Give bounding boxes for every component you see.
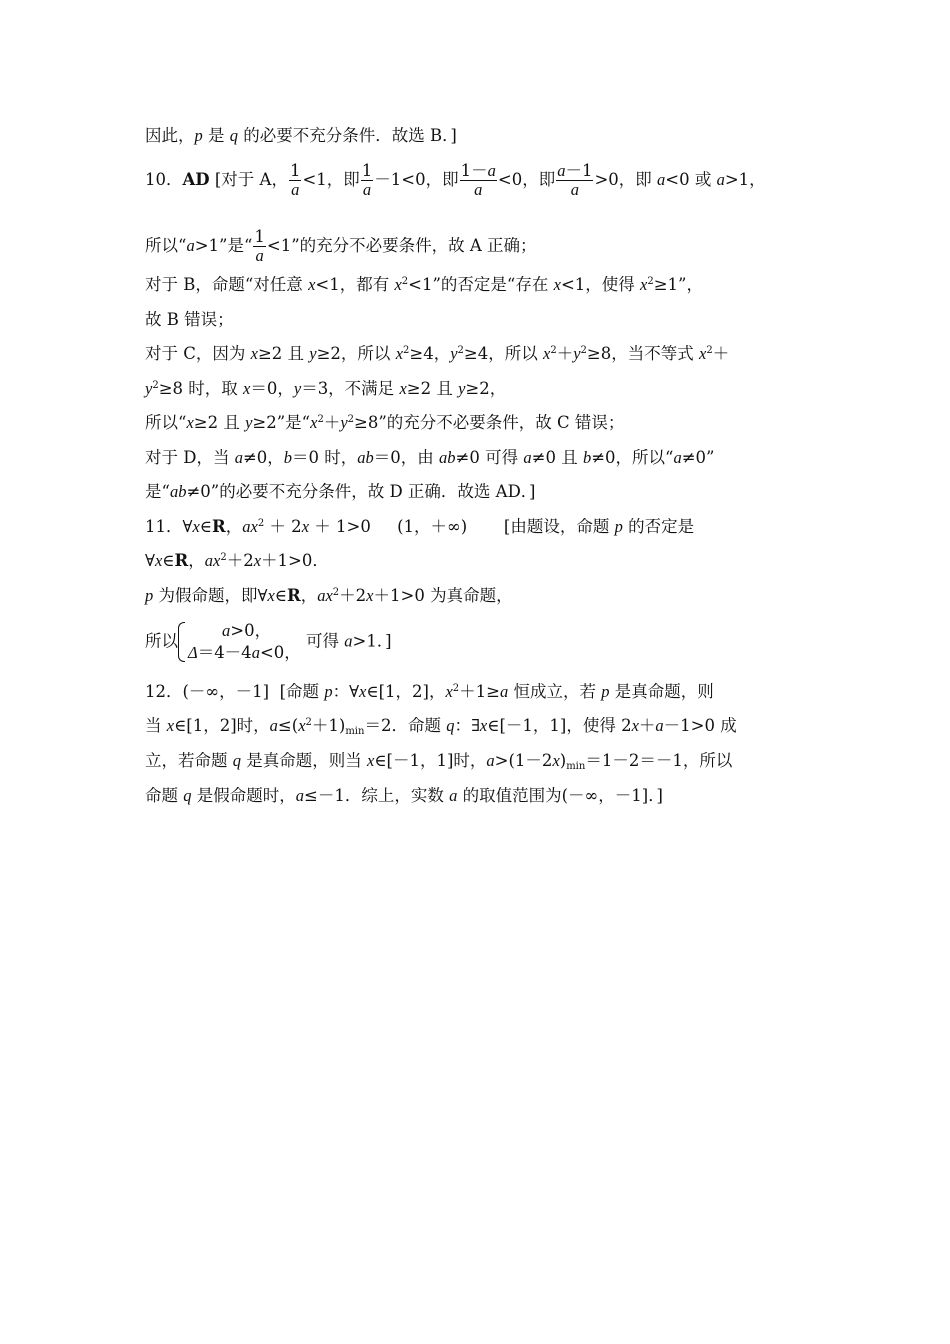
text-line: 命题 q 是假命题时，a≤－1．综上，实数 a 的取值范围为(－∞，－1]．] (145, 786, 663, 805)
text-line: ∀x∈R，$ax^2+2x+1>0$． (145, 551, 329, 570)
text-line: 对于 B，命题“对任意 x<1，都有 $x^2<1$”的否定是“存在 x<1，使得 $x^2\ge 1$”， (145, 275, 703, 294)
text-line: 是“ab≠0”的必要不充分条件，故 D 正确．故选 AD．] (145, 482, 536, 501)
text-line: p 为假命题，即∀x∈R，$ax^2+2x+1>0$ 为真命题， (145, 586, 513, 605)
inequality-system: a>0， Δ＝4－4a<0， (178, 620, 301, 664)
question-11-line: 11．∀x∈R，$ax^2 + 2x + 1>0$ (1，＋∞) [由题设，命题 p 的否定是 (145, 517, 695, 536)
text-line: $y^2\ge 8$ 时，取 x＝0，y＝3，不满足 x≥2 且 y≥2， (145, 379, 507, 398)
fraction: $\frac{1-a}{a}$ (460, 161, 496, 199)
fraction: $\frac{1}{a}$ (289, 161, 301, 199)
text-line: 所以 a>0， Δ＝4－4a<0， 可得 a>1．] (145, 621, 392, 662)
question-10-line: 10．AD [对于 A， $\frac{1}{a}$ <1，即 $\frac{1}{a}$ －1<0，即 $\frac{1-a}{a}$ <0，即 $\frac{a-1}{a}$ >0，即 a<0 或 a>1， (145, 161, 766, 199)
answer-label: (1，＋∞) (397, 517, 468, 536)
text-line: 对于 D，当 a≠0，b＝0 时，ab＝0，由 ab≠0 可得 a≠0 且 b≠0，所以“a≠0” (145, 448, 715, 467)
left-brace (178, 622, 185, 662)
answer-label: (－∞，－1] (182, 682, 270, 701)
text-line: 当 x∈[1，2]时，$a\le(x^2+1)_{min}=2$．命题 q：∃x∈[－1，1]，使得 2x＋a－1>0 成 (145, 716, 737, 737)
fraction: $\frac{1}{a}$ (254, 227, 265, 265)
fraction: $\frac{1}{a}$ (361, 161, 373, 199)
fraction: $\frac{a-1}{a}$ (557, 161, 593, 199)
text-line: 故 B 错误； (145, 310, 234, 329)
question-12-line: 12．(－∞，－1] [命题 p：∀x∈[1，2]，$x^2+1\ge a$ 恒成立，若 p 是真命题，则 (145, 682, 714, 701)
answer-label: AD (182, 170, 210, 189)
text-line: 对于 C，因为 x≥2 且 y≥2，所以 $x^2\ge 4$，$y^2\ge 4$，所以 $x^2+y^2\ge 8$，当不等式 $x^2+$ (145, 344, 730, 363)
text-line: 所以“a>1”是“ $\frac{1}{a}$ <1”的充分不必要条件，故 A 正确； (145, 227, 537, 265)
text-line: 因此，p 是 q 的必要不充分条件．故选 B．] (145, 126, 457, 145)
text-line: 立，若命题 q 是真命题，则当 x∈[－1，1]时，$a>(1-2x)_{min}=1-2=-1$，所以 (145, 751, 733, 772)
text-line: 所以“x≥2 且 y≥2”是“$x^2+y^2\ge 8$”的充分不必要条件，故 C 错误； (145, 413, 625, 432)
